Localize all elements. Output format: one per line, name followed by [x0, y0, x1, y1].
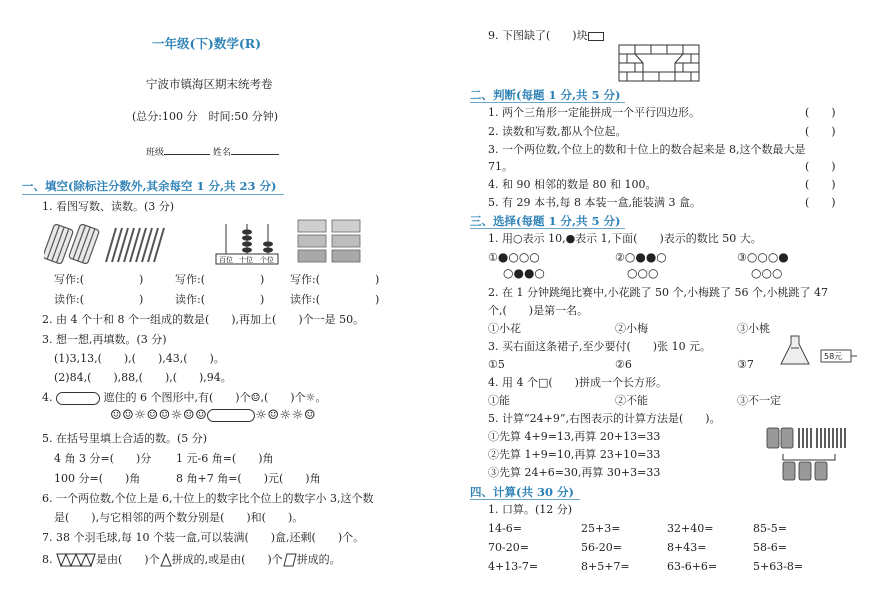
- q1-text: 1. 看图写数、读数。(3 分): [42, 200, 175, 213]
- q3-part1: (1)3,13,( ),( ),43,( )。: [54, 352, 225, 365]
- q3-text: 3. 想一想,再填数。(3 分): [42, 333, 167, 346]
- choice-3-opt-a[interactable]: ①5: [488, 358, 505, 371]
- judge-answer-4[interactable]: ( ): [805, 178, 836, 191]
- stick-bundles-image: [763, 424, 853, 482]
- judge-answer-1[interactable]: ( ): [805, 106, 836, 119]
- q1-write-1: 写作:( ): [54, 273, 144, 286]
- judge-3b: 71。: [488, 160, 513, 173]
- section-underline: [470, 102, 625, 103]
- calc-1-4: 85-5=: [753, 522, 787, 535]
- judge-5: 5. 有 29 本书,每 8 本装一盒,能装满 3 盒。: [488, 196, 701, 209]
- dots-image: ○●●○: [624, 250, 667, 264]
- q1-write-2: 写作:( ): [175, 273, 265, 286]
- cover-shape-icon: [56, 392, 100, 405]
- banknotes-image: [292, 218, 376, 266]
- name-label: 姓名: [212, 148, 231, 158]
- calc-heading: 1. 口算。(12 分): [488, 503, 573, 516]
- choice-4-opt-a[interactable]: ①能: [488, 394, 510, 407]
- q4-shape-sequence: [110, 409, 316, 423]
- choice-1-opt-c: [737, 250, 789, 265]
- judge-answer-3[interactable]: ( ): [805, 160, 836, 173]
- cover-shape-icon: [207, 409, 255, 422]
- calc-3-4: 5+63-8=: [753, 560, 804, 573]
- choice-1-opt-b: [615, 250, 667, 265]
- price-tag-text: 58元: [824, 352, 843, 361]
- exam-subtitle: 宁波市镇海区期末统考卷: [146, 77, 273, 91]
- section-true-false: 二、判断(每题 1 分,共 5 分): [470, 88, 621, 102]
- q4-text: 遮住的 6 个图形中,有( )个: [103, 391, 251, 404]
- calc-2-3: 8+43=: [667, 541, 707, 554]
- q4-end: 。: [315, 391, 327, 404]
- q8-end: 拼成的。: [296, 553, 341, 566]
- calc-1-3: 32+40=: [667, 522, 714, 535]
- choice-3-opt-b[interactable]: ②6: [615, 358, 632, 371]
- exam-meta: (总分:100 分 时间:50 分钟): [132, 110, 278, 123]
- choice-5-text: 5. 计算“24+9”,右图表示的计算方法是( )。: [488, 412, 721, 425]
- section-multiple-choice: 三、选择(每题 1 分,共 5 分): [470, 214, 621, 228]
- choice-5-opt-b[interactable]: ②先算 1+9=10,再算 23+10=33: [488, 448, 661, 461]
- choice-4-opt-b[interactable]: ②不能: [615, 394, 648, 407]
- shapes-start: ☺☺☼☺☺☼☺☺: [110, 408, 208, 423]
- judge-4: 4. 和 90 相邻的数是 80 和 100。: [488, 178, 657, 191]
- judge-answer-2[interactable]: ( ): [805, 125, 836, 138]
- choice-1-opt-a: [488, 250, 540, 265]
- q6-text-2: 是( ),与它相邻的两个数分别是( )和( )。: [54, 511, 304, 524]
- sticks-bundle-image: [44, 222, 194, 268]
- smile-face-icon: ☺: [250, 391, 261, 404]
- calc-2-4: 58-6=: [753, 541, 787, 554]
- q2-text: 2. 由 4 个十和 8 个一组成的数是( ),再加上( )个一是 50。: [42, 313, 365, 326]
- q4-line: [42, 391, 326, 405]
- choice-2-opt-a[interactable]: ①小花: [488, 322, 521, 335]
- dots-image-row2c: ○○○: [751, 266, 783, 280]
- opt-a-label: ①: [488, 251, 498, 264]
- calc-1-1: 14-6=: [488, 522, 522, 535]
- q8-mid2: 拼成的,或是由( )个: [171, 553, 283, 566]
- calc-3-2: 8+5+7=: [581, 560, 630, 573]
- class-label: 班级: [146, 148, 165, 158]
- choice-5-opt-a[interactable]: ①先算 4+9=13,再算 20+13=33: [488, 430, 661, 443]
- choice-5-opt-c[interactable]: ③先算 24+6=30,再算 30+3=33: [488, 466, 661, 479]
- calc-3-1: 4+13-7=: [488, 560, 539, 573]
- calc-2-1: 70-20=: [488, 541, 529, 554]
- q4-number: 4.: [42, 391, 53, 404]
- q8-mid: 是由( )个: [96, 553, 160, 566]
- name-field[interactable]: [231, 144, 279, 155]
- section-underline: [470, 499, 580, 500]
- zigzag-trapezoid-icon: [56, 553, 96, 567]
- dots-image: ○○○●: [746, 250, 789, 264]
- q9-line: [488, 29, 604, 43]
- class-field[interactable]: [164, 144, 210, 155]
- q6-text-1: 6. 一个两位数,个位上是 6,十位上的数字比个位上的数字小 3,这个数: [42, 492, 374, 505]
- q4-mid: ,( )个: [260, 391, 306, 404]
- choice-4-opt-c[interactable]: ③不一定: [737, 394, 781, 407]
- q1-read-2: 读作:( ): [175, 293, 265, 306]
- abacus-label-hundreds: 百位: [219, 256, 233, 264]
- page-title: 一年级(下)数学(R): [152, 36, 262, 51]
- judge-answer-5[interactable]: ( ): [805, 196, 836, 209]
- choice-2-opt-c[interactable]: ③小桃: [737, 322, 770, 335]
- dots-image-row2a: ○●●○: [503, 266, 545, 280]
- judge-3a: 3. 一个两位数,个位上的数和十位上的数合起来是 8,这个数最大是: [488, 143, 806, 156]
- q3-part2: (2)84,( ),88,( ),( ),94。: [54, 371, 232, 384]
- abacus-image: [212, 220, 282, 272]
- abacus-label-tens: 十位: [239, 256, 253, 264]
- judge-1: 1. 两个三角形一定能拼成一个平行四边形。: [488, 106, 700, 119]
- right-page: [455, 0, 870, 608]
- choice-2-opt-b[interactable]: ②小梅: [615, 322, 648, 335]
- class-name-line: [146, 144, 279, 160]
- dots-image: ●○○○: [497, 250, 540, 264]
- choice-1-text: 1. 用○表示 10,●表示 1,下面( )表示的数比 50 大。: [488, 232, 762, 245]
- section-calculation: 四、计算(共 30 分): [470, 485, 574, 499]
- dress-image: [777, 334, 859, 368]
- section-fill-blank: 一、填空(除标注分数外,其余每空 1 分,共 23 分): [22, 179, 277, 193]
- abacus-label-ones: 个位: [260, 256, 274, 264]
- triangle-icon: [160, 553, 172, 567]
- choice-2-text-2: 个,( )是第一名。: [488, 304, 589, 317]
- q5-row1-b: 1 元-6 角=( )角: [176, 452, 274, 465]
- brick-wall-image: [618, 44, 700, 82]
- q1-read-3: 读作:( ): [290, 293, 380, 306]
- brick-icon: [588, 32, 604, 41]
- dots-image-row2b: ○○○: [627, 266, 659, 280]
- parallelogram-icon: [283, 553, 297, 567]
- section-underline: [22, 194, 284, 195]
- calc-3-3: 63-6+6=: [667, 560, 718, 573]
- choice-4-text: 4. 用 4 个□( )拼成一个长方形。: [488, 376, 667, 389]
- q7-text: 7. 38 个羽毛球,每 10 个装一盒,可以装满( )盒,还剩( )个。: [42, 531, 365, 544]
- q5-row2-b: 8 角+7 角=( )元( )角: [176, 472, 321, 485]
- calc-1-2: 25+3=: [581, 522, 621, 535]
- choice-2-text-1: 2. 在 1 分钟跳绳比赛中,小花跳了 50 个,小梅跳了 56 个,小桃跳了 47: [488, 286, 828, 299]
- q1-read-1: 读作:( ): [54, 293, 144, 306]
- shapes-end: ☼☺☼☼☺: [255, 408, 317, 423]
- sun-icon: ☼: [305, 391, 316, 404]
- calc-2-2: 56-20=: [581, 541, 622, 554]
- choice-3-text: 3. 买右面这条裙子,至少要付( )张 10 元。: [488, 340, 712, 353]
- q5-text: 5. 在括号里填上合适的数。(5 分): [42, 432, 208, 445]
- opt-b-label: ②: [615, 251, 625, 264]
- q5-row2-a: 100 分=( )角: [54, 472, 141, 485]
- q9-text: 9. 下图缺了( )块: [488, 29, 588, 42]
- q8-number: 8.: [42, 553, 53, 566]
- judge-2: 2. 读数和写数,都从个位起。: [488, 125, 627, 138]
- q1-write-3: 写作:( ): [290, 273, 380, 286]
- section-underline: [470, 228, 625, 229]
- q8-line: [42, 553, 341, 567]
- choice-3-opt-c[interactable]: ③7: [737, 358, 754, 371]
- opt-c-label: ③: [737, 251, 747, 264]
- q5-row1-a: 4 角 3 分=( )分: [54, 452, 152, 465]
